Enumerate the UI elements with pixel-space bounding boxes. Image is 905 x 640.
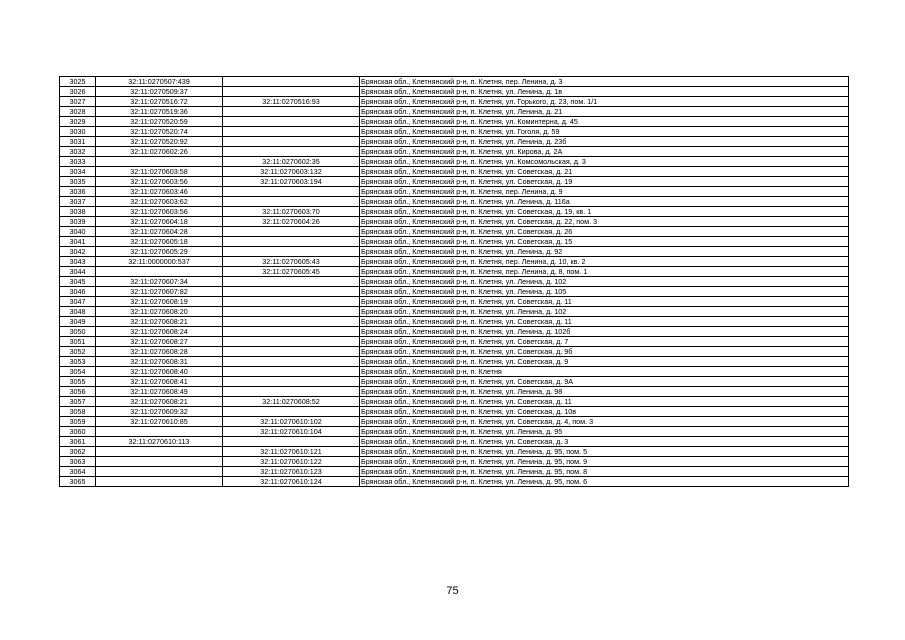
address-cell: Брянская обл., Клетнянский р-н, п. Клетня, ул. Советская, д. 21	[360, 167, 849, 177]
row-number-cell: 3057	[60, 397, 96, 407]
row-number-cell: 3031	[60, 137, 96, 147]
table-row	[60, 97, 849, 107]
linked-cadastral-number-cell	[223, 117, 360, 127]
row-number-cell: 3039	[60, 217, 96, 227]
address-cell: Брянская обл., Клетнянский р-н, п. Клетня, ул. Советская, д. 11	[360, 317, 849, 327]
row-number-cell: 3040	[60, 227, 96, 237]
address-cell: Брянская обл., Клетнянский р-н, п. Клетня, ул. Ленина, д. 105	[360, 287, 849, 297]
page-number: 75	[446, 585, 459, 597]
table-row	[60, 247, 849, 257]
cadastral-number-cell	[96, 447, 223, 457]
cadastral-number-cell: 32:11:0270516:72	[96, 97, 223, 107]
linked-cadastral-number-cell	[223, 187, 360, 197]
table-row	[60, 277, 849, 287]
address-cell: Брянская обл., Клетнянский р-н, п. Клетня, ул. Ленина, д. 95, пом. 9	[360, 457, 849, 467]
row-number-cell: 3064	[60, 467, 96, 477]
linked-cadastral-number-cell: 32:11:0270602:35	[223, 157, 360, 167]
cadastral-number-cell: 32:11:0270603:58	[96, 167, 223, 177]
address-cell: Брянская обл., Клетнянский р-н, п. Клетня, ул. Ленина, д. 98	[360, 387, 849, 397]
address-cell: Брянская обл., Клетнянский р-н, п. Клетня, ул. Кирова, д. 2А	[360, 147, 849, 157]
cadastral-number-cell: 32:11:0270603:56	[96, 177, 223, 187]
row-number-cell: 3065	[60, 477, 96, 487]
linked-cadastral-number-cell: 32:11:0270605:45	[223, 267, 360, 277]
row-number-cell: 3029	[60, 117, 96, 127]
linked-cadastral-number-cell: 32:11:0270610:124	[223, 477, 360, 487]
table-row	[60, 457, 849, 467]
row-number-cell: 3028	[60, 107, 96, 117]
linked-cadastral-number-cell	[223, 297, 360, 307]
address-cell: Брянская обл., Клетнянский р-н, п. Клетня, ул. Ленина, д. 102	[360, 307, 849, 317]
linked-cadastral-number-cell: 32:11:0270610:104	[223, 427, 360, 437]
linked-cadastral-number-cell	[223, 87, 360, 97]
linked-cadastral-number-cell: 32:11:0270605:43	[223, 257, 360, 267]
row-number-cell: 3053	[60, 357, 96, 367]
cadastral-number-cell: 32:11:0270610:113	[96, 437, 223, 447]
cadastral-number-cell: 32:11:0270603:46	[96, 187, 223, 197]
linked-cadastral-number-cell: 32:11:0270603:70	[223, 207, 360, 217]
linked-cadastral-number-cell: 32:11:0270610:122	[223, 457, 360, 467]
address-cell: Брянская обл., Клетнянский р-н, п. Клетня, ул. Советская, д. 10в	[360, 407, 849, 417]
row-number-cell: 3052	[60, 347, 96, 357]
linked-cadastral-number-cell	[223, 307, 360, 317]
row-number-cell: 3034	[60, 167, 96, 177]
address-cell: Брянская обл., Клетнянский р-н, п. Клетня, ул. Ленина, д. 92	[360, 247, 849, 257]
table-row	[60, 377, 849, 387]
row-number-cell: 3047	[60, 297, 96, 307]
address-cell: Брянская обл., Клетнянский р-н, п. Клетня, ул. Ленина, д. 95	[360, 427, 849, 437]
row-number-cell: 3051	[60, 337, 96, 347]
linked-cadastral-number-cell: 32:11:0270603:194	[223, 177, 360, 187]
row-number-cell: 3063	[60, 457, 96, 467]
address-cell: Брянская обл., Клетнянский р-н, п. Клетня, ул. Советская, д. 9А	[360, 377, 849, 387]
cadastral-number-cell: 32:11:0270608:49	[96, 387, 223, 397]
cadastral-number-cell: 32:11:0270610:85	[96, 417, 223, 427]
cadastral-number-cell: 32:11:0270608:40	[96, 367, 223, 377]
cadastral-number-cell: 32:11:0270603:56	[96, 207, 223, 217]
address-cell: Брянская обл., Клетнянский р-н, п. Клетня, пер. Ленина, д. 10, кв. 2	[360, 257, 849, 267]
cadastral-number-cell	[96, 267, 223, 277]
address-cell: Брянская обл., Клетнянский р-н, п. Клетня, ул. Ленина, д. 102б	[360, 327, 849, 337]
address-cell: Брянская обл., Клетнянский р-н, п. Клетня, ул. Ленина, д. 95, пом. 5	[360, 447, 849, 457]
cadastral-number-cell: 32:11:0270608:28	[96, 347, 223, 357]
row-number-cell: 3043	[60, 257, 96, 267]
address-cell: Брянская обл., Клетнянский р-н, п. Клетня, ул. Коминтерна, д. 45	[360, 117, 849, 127]
row-number-cell: 3032	[60, 147, 96, 157]
table-body	[60, 77, 849, 487]
cadastral-number-cell: 32:11:0270608:21	[96, 317, 223, 327]
cadastral-number-cell	[96, 477, 223, 487]
table-row	[60, 387, 849, 397]
linked-cadastral-number-cell	[223, 127, 360, 137]
address-cell: Брянская обл., Клетнянский р-н, п. Клетня, ул. Гоголя, д. 59	[360, 127, 849, 137]
linked-cadastral-number-cell	[223, 437, 360, 447]
property-registry-table	[59, 76, 849, 487]
linked-cadastral-number-cell	[223, 77, 360, 87]
table-row	[60, 177, 849, 187]
row-number-cell: 3061	[60, 437, 96, 447]
row-number-cell: 3027	[60, 97, 96, 107]
table-row	[60, 337, 849, 347]
linked-cadastral-number-cell	[223, 387, 360, 397]
linked-cadastral-number-cell	[223, 247, 360, 257]
linked-cadastral-number-cell	[223, 197, 360, 207]
cadastral-number-cell: 32:11:0270605:29	[96, 247, 223, 257]
table-row	[60, 227, 849, 237]
linked-cadastral-number-cell: 32:11:0270603:132	[223, 167, 360, 177]
row-number-cell: 3049	[60, 317, 96, 327]
linked-cadastral-number-cell	[223, 327, 360, 337]
table-row	[60, 287, 849, 297]
address-cell: Брянская обл., Клетнянский р-н, п. Клетня, ул. Ленина, д. 116а	[360, 197, 849, 207]
table-row	[60, 417, 849, 427]
address-cell: Брянская обл., Клетнянский р-н, п. Клетня, ул. Ленина, д. 21	[360, 107, 849, 117]
linked-cadastral-number-cell	[223, 317, 360, 327]
row-number-cell: 3045	[60, 277, 96, 287]
address-cell: Брянская обл., Клетнянский р-н, п. Клетня, ул. Ленина, д. 1в	[360, 87, 849, 97]
row-number-cell: 3038	[60, 207, 96, 217]
cadastral-number-cell: 32:11:0270520:74	[96, 127, 223, 137]
address-cell: Брянская обл., Клетнянский р-н, п. Клетня, ул. Горького, д. 23, пом. 1/1	[360, 97, 849, 107]
cadastral-number-cell: 32:11:0270604:18	[96, 217, 223, 227]
address-cell: Брянская обл., Клетнянский р-н, п. Клетня, пер. Ленина, д. 3	[360, 77, 849, 87]
cadastral-number-cell: 32:11:0270608:24	[96, 327, 223, 337]
cadastral-number-cell: 32:11:0270507:439	[96, 77, 223, 87]
address-cell: Брянская обл., Клетнянский р-н, п. Клетня, ул. Комсомольская, д. 3	[360, 157, 849, 167]
address-cell: Брянская обл., Клетнянский р-н, п. Клетня, пер. Ленина, д. 8, пом. 1	[360, 267, 849, 277]
linked-cadastral-number-cell	[223, 237, 360, 247]
row-number-cell: 3041	[60, 237, 96, 247]
table-row	[60, 297, 849, 307]
row-number-cell: 3058	[60, 407, 96, 417]
address-cell: Брянская обл., Клетнянский р-н, п. Клетня, ул. Советская, д. 3	[360, 437, 849, 447]
row-number-cell: 3044	[60, 267, 96, 277]
row-number-cell: 3054	[60, 367, 96, 377]
linked-cadastral-number-cell	[223, 377, 360, 387]
row-number-cell: 3037	[60, 197, 96, 207]
linked-cadastral-number-cell	[223, 367, 360, 377]
linked-cadastral-number-cell	[223, 107, 360, 117]
cadastral-number-cell: 32:11:0270608:41	[96, 377, 223, 387]
address-cell: Брянская обл., Клетнянский р-н, п. Клетня, ул. Ленина, д. 95, пом. 8	[360, 467, 849, 477]
linked-cadastral-number-cell: 32:11:0270608:52	[223, 397, 360, 407]
table-row	[60, 397, 849, 407]
linked-cadastral-number-cell: 32:11:0270610:123	[223, 467, 360, 477]
table-row	[60, 137, 849, 147]
address-cell: Брянская обл., Клетнянский р-н, п. Клетня, ул. Советская, д. 26	[360, 227, 849, 237]
cadastral-number-cell: 32:11:0270519:36	[96, 107, 223, 117]
table-row	[60, 207, 849, 217]
table-row	[60, 237, 849, 247]
cadastral-number-cell: 32:11:0270608:19	[96, 297, 223, 307]
cadastral-number-cell	[96, 157, 223, 167]
address-cell: Брянская обл., Клетнянский р-н, п. Клетня, ул. Советская, д. 11	[360, 297, 849, 307]
cadastral-number-cell: 32:11:0270608:27	[96, 337, 223, 347]
table-row	[60, 347, 849, 357]
row-number-cell: 3042	[60, 247, 96, 257]
row-number-cell: 3055	[60, 377, 96, 387]
linked-cadastral-number-cell	[223, 137, 360, 147]
table-row	[60, 117, 849, 127]
cadastral-number-cell: 32:11:0000000:537	[96, 257, 223, 267]
cadastral-number-cell: 32:11:0270607:82	[96, 287, 223, 297]
row-number-cell: 3050	[60, 327, 96, 337]
address-cell: Брянская обл., Клетнянский р-н, п. Клетня, ул. Советская, д. 19, кв. 1	[360, 207, 849, 217]
table-row	[60, 87, 849, 97]
table-row	[60, 477, 849, 487]
table-row	[60, 217, 849, 227]
row-number-cell: 3036	[60, 187, 96, 197]
cadastral-number-cell	[96, 427, 223, 437]
cadastral-number-cell: 32:11:0270608:21	[96, 397, 223, 407]
linked-cadastral-number-cell	[223, 147, 360, 157]
table-row	[60, 437, 849, 447]
table-row	[60, 327, 849, 337]
address-cell: Брянская обл., Клетнянский р-н, п. Клетня, ул. Советская, д. 4, пом. 3	[360, 417, 849, 427]
cadastral-number-cell: 32:11:0270520:92	[96, 137, 223, 147]
address-cell: Брянская обл., Клетнянский р-н, п. Клетня, пер. Ленина, д. 9	[360, 187, 849, 197]
cadastral-number-cell: 32:11:0270509:37	[96, 87, 223, 97]
address-cell: Брянская обл., Клетнянский р-н, п. Клетня, ул. Советская, д. 19	[360, 177, 849, 187]
cadastral-number-cell: 32:11:0270608:31	[96, 357, 223, 367]
linked-cadastral-number-cell	[223, 287, 360, 297]
address-cell: Брянская обл., Клетнянский р-н, п. Клетня, ул. Ленина, д. 23б	[360, 137, 849, 147]
address-cell: Брянская обл., Клетнянский р-н, п. Клетня, ул. Советская, д. 9б	[360, 347, 849, 357]
table-row	[60, 127, 849, 137]
address-cell: Брянская обл., Клетнянский р-н, п. Клетня, ул. Ленина, д. 95, пом. 6	[360, 477, 849, 487]
cadastral-number-cell: 32:11:0270609:32	[96, 407, 223, 417]
table-row	[60, 407, 849, 417]
table-row	[60, 447, 849, 457]
table-row	[60, 267, 849, 277]
address-cell: Брянская обл., Клетнянский р-н, п. Клетня, ул. Советская, д. 7	[360, 337, 849, 347]
row-number-cell: 3030	[60, 127, 96, 137]
table-row	[60, 317, 849, 327]
linked-cadastral-number-cell	[223, 407, 360, 417]
table-row	[60, 167, 849, 177]
table-row	[60, 107, 849, 117]
row-number-cell: 3048	[60, 307, 96, 317]
row-number-cell: 3059	[60, 417, 96, 427]
cadastral-number-cell: 32:11:0270602:26	[96, 147, 223, 157]
table-row	[60, 157, 849, 167]
row-number-cell: 3035	[60, 177, 96, 187]
linked-cadastral-number-cell: 32:11:0270610:121	[223, 447, 360, 457]
cadastral-number-cell: 32:11:0270604:28	[96, 227, 223, 237]
row-number-cell: 3025	[60, 77, 96, 87]
linked-cadastral-number-cell	[223, 337, 360, 347]
cadastral-number-cell	[96, 467, 223, 477]
cadastral-number-cell: 32:11:0270520:59	[96, 117, 223, 127]
address-cell: Брянская обл., Клетнянский р-н, п. Клетня	[360, 367, 849, 377]
table-row	[60, 467, 849, 477]
cadastral-number-cell	[96, 457, 223, 467]
cadastral-number-cell: 32:11:0270608:20	[96, 307, 223, 317]
table-row	[60, 77, 849, 87]
linked-cadastral-number-cell	[223, 277, 360, 287]
address-cell: Брянская обл., Клетнянский р-н, п. Клетня, ул. Советская, д. 9	[360, 357, 849, 367]
row-number-cell: 3056	[60, 387, 96, 397]
linked-cadastral-number-cell: 32:11:0270516:93	[223, 97, 360, 107]
row-number-cell: 3046	[60, 287, 96, 297]
cadastral-number-cell: 32:11:0270607:34	[96, 277, 223, 287]
address-cell: Брянская обл., Клетнянский р-н, п. Клетня, ул. Советская, д. 22, пом. 3	[360, 217, 849, 227]
table-row	[60, 367, 849, 377]
table-row	[60, 147, 849, 157]
address-cell: Брянская обл., Клетнянский р-н, п. Клетня, ул. Советская, д. 11	[360, 397, 849, 407]
row-number-cell: 3033	[60, 157, 96, 167]
row-number-cell: 3026	[60, 87, 96, 97]
cadastral-number-cell: 32:11:0270605:18	[96, 237, 223, 247]
address-cell: Брянская обл., Клетнянский р-н, п. Клетня, ул. Советская, д. 15	[360, 237, 849, 247]
address-cell: Брянская обл., Клетнянский р-н, п. Клетня, ул. Ленина, д. 102	[360, 277, 849, 287]
linked-cadastral-number-cell	[223, 347, 360, 357]
linked-cadastral-number-cell: 32:11:0270610:102	[223, 417, 360, 427]
table-row	[60, 427, 849, 437]
table-row	[60, 307, 849, 317]
cadastral-number-cell: 32:11:0270603:62	[96, 197, 223, 207]
table-row	[60, 357, 849, 367]
linked-cadastral-number-cell	[223, 357, 360, 367]
linked-cadastral-number-cell	[223, 227, 360, 237]
row-number-cell: 3062	[60, 447, 96, 457]
row-number-cell: 3060	[60, 427, 96, 437]
table-row	[60, 257, 849, 267]
table-row	[60, 197, 849, 207]
linked-cadastral-number-cell: 32:11:0270604:26	[223, 217, 360, 227]
table-row	[60, 187, 849, 197]
